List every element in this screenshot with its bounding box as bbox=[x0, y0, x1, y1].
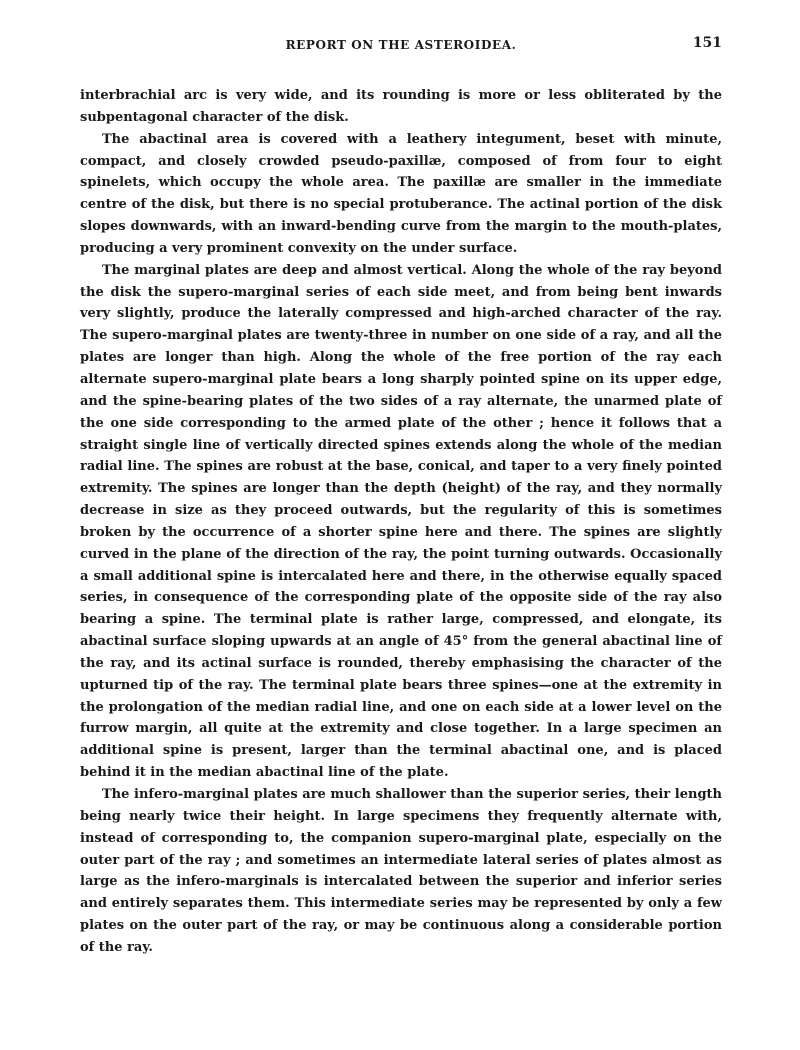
body-text bbox=[80, 85, 722, 959]
paragraph-infero-marginal-plates: The infero-marginal plates are much shallower than the superior series, their length being nearly twice their height. In large specimens they frequently alternate with, instead of corresponding to, the companion supero-marginal plate, especially on the outer part of the ray ; and sometimes an intermediate lateral series of plates almost as large as the infero-marginals is intercalated between the superior and inferior series and entirely separates them. This intermediate series may be represented by only a few plates on the outer part of the ray, or may be continuous along a considerable portion of the ray. bbox=[80, 787, 722, 955]
paragraph-marginal-plates: The marginal plates are deep and almost vertical. Along the whole of the ray beyond the disk the supero-marginal series of each side meet, and from being bent inwards very slightly, produce the laterally compressed and high-arched character of the ray. The supero-marginal plates are twenty-three in number on one side of a ray, and all the plates are longer than high. Along the whole of the free portion of the ray each alternate supero-marginal plate bears a long sharply pointed spine on its upper edge, and the spine-bearing plates of the two sides of a ray alternate, the unarmed plate of the one side corresponding to the armed plate of the other ; hence it follows that a straight single line of vertically directed spines extends along the whole of the median radial line. The spines are robust at the base, conical, and taper to a very finely pointed extremity. The spines are longer than the depth (height) of the ray, and they normally decrease in size as they proceed outwards, but the regularity of this is sometimes broken by the occurrence of a shorter spine here and there. The spines are slightly curved in the plane of the direction of the ray, the point turning outwards. Occasionally a small additional spine is intercalated here and there, in the otherwise equally spaced series, in consequence of the corresponding plate of the opposite side of the ray also bearing a spine. The terminal plate is rather large, compressed, and elongate, its abactinal surface sloping upwards at an angle of 45° from the general abactinal line of the ray, and its actinal surface is rounded, thereby emphasising the character of the upturned tip of the ray. The terminal plate bears three spines—one at the extremity in the prolongation of the median radial line, and one on each side at a lower level on the furrow margin, all quite at the extremity and close together. In a large specimen an additional spine is present, larger than the terminal abactinal one, and is placed behind it in the median abactinal line of the plate. bbox=[80, 262, 722, 781]
page-number: 151 bbox=[692, 35, 722, 51]
page-header bbox=[80, 35, 722, 62]
paragraph-continuation: interbrachial arc is very wide, and its rounding is more or less obliterated by the subpentagonal character of the disk. bbox=[80, 88, 722, 125]
paragraph-abactinal-area: The abactinal area is covered with a leathery integument, beset with minute, compact, and closely crowded pseudo-paxillæ, composed of from four to eight spinelets, which occupy the whole area. The paxillæ are smaller in the immediate centre of the disk, but there is no special protuberance. The actinal portion of the disk slopes downwards, with an inward-bending curve from the margin to the mouth-plates, producing a very prominent convexity on the under surface. bbox=[80, 131, 722, 256]
running-title: REPORT ON THE ASTEROIDEA. bbox=[285, 38, 517, 52]
